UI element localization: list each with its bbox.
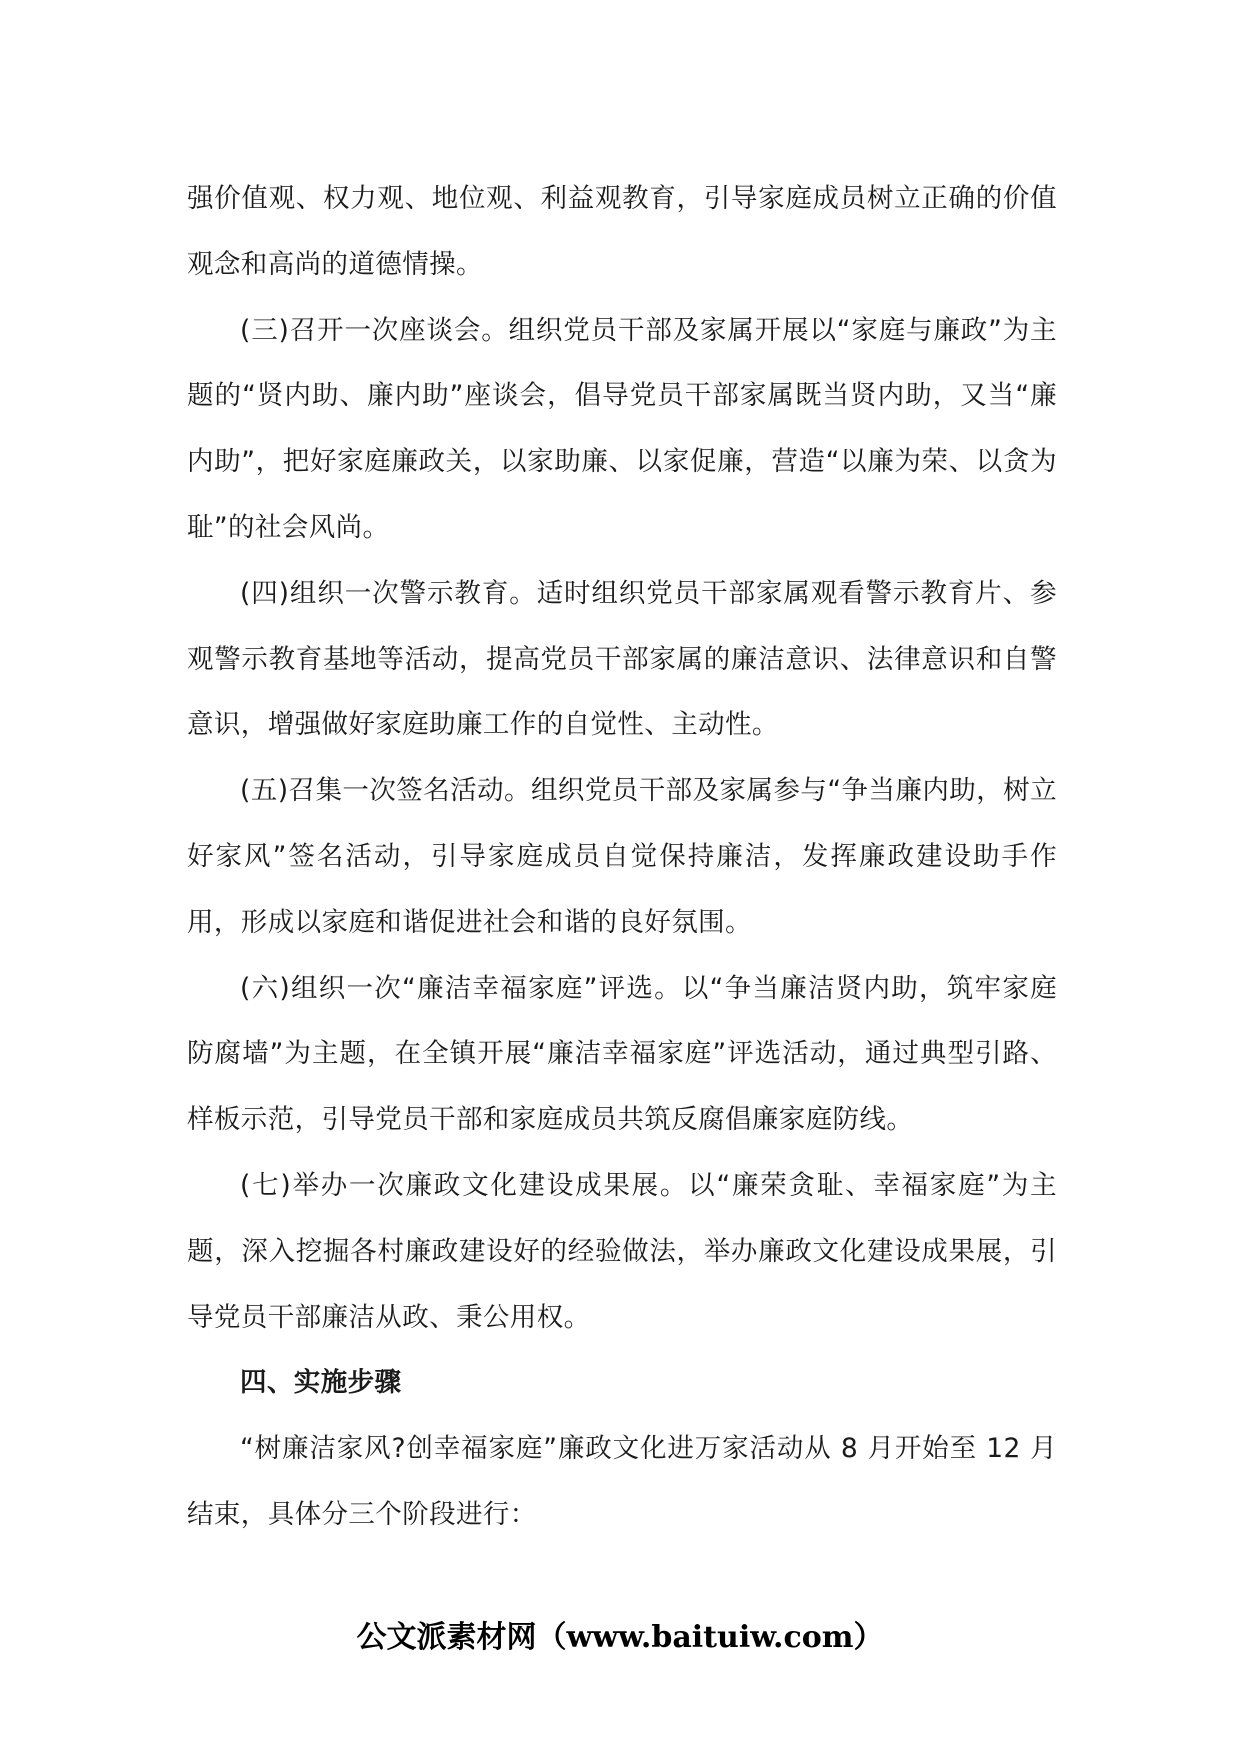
paragraph-item-4: (四)组织一次警示教育。适时组织党员干部家属观看警示教育片、参观警示教育基地等活动，提高党员干部家属的廉洁意识、法律意识和自警意识，增强做好家庭助廉工作的自觉性、主动性。 xyxy=(187,577,1057,741)
paragraph-continuation: 强价值观、权力观、地位观、利益观教育，引导家庭成员树立正确的价值观念和高尚的道德情操。 xyxy=(187,183,1057,280)
document-body xyxy=(187,166,1057,1548)
paragraph-item-6: (六)组织一次“廉洁幸福家庭”评选。以“争当廉洁贤内助，筑牢家庭防腐墙”为主题，在全镇开展“廉洁幸福家庭”评选活动，通过典型引路、样板示范，引导党员干部和家庭成员共筑反腐倡廉家庭防线。 xyxy=(187,972,1057,1136)
paragraph-item-7: (七)举办一次廉政文化建设成果展。以“廉荣贪耻、幸福家庭”为主题，深入挖掘各村廉政建设好的经验做法，举办廉政文化建设成果展，引导党员干部廉洁从政、秉公用权。 xyxy=(187,1169,1057,1333)
paragraph-item-5: (五)召集一次签名活动。组织党员干部及家属参与“争当廉内助，树立好家风”签名活动，引导家庭成员自觉保持廉洁，发挥廉政建设助手作用，形成以家庭和谐促进社会和谐的良好氛围。 xyxy=(187,775,1057,938)
footer-watermark: 公文派素材网（www.baituiw.com） xyxy=(356,1620,884,1655)
section-heading: 四、实施步骤 xyxy=(240,1367,402,1399)
paragraph-item-3: (三)召开一次座谈会。组织党员干部及家属开展以“家庭与廉政”为主题的“贤内助、廉内助”座谈会，倡导党员干部家属既当贤内助，又当“廉内助”，把好家庭廉政关，以家助廉、以家促廉，营造“以廉为荣、以贪为耻”的社会风尚。 xyxy=(187,314,1057,543)
closing-paragraph: “树廉洁家风?创幸福家庭”廉政文化进万家活动从 8 月开始至 12 月结束，具体分三个阶段进行： xyxy=(187,1433,1057,1530)
